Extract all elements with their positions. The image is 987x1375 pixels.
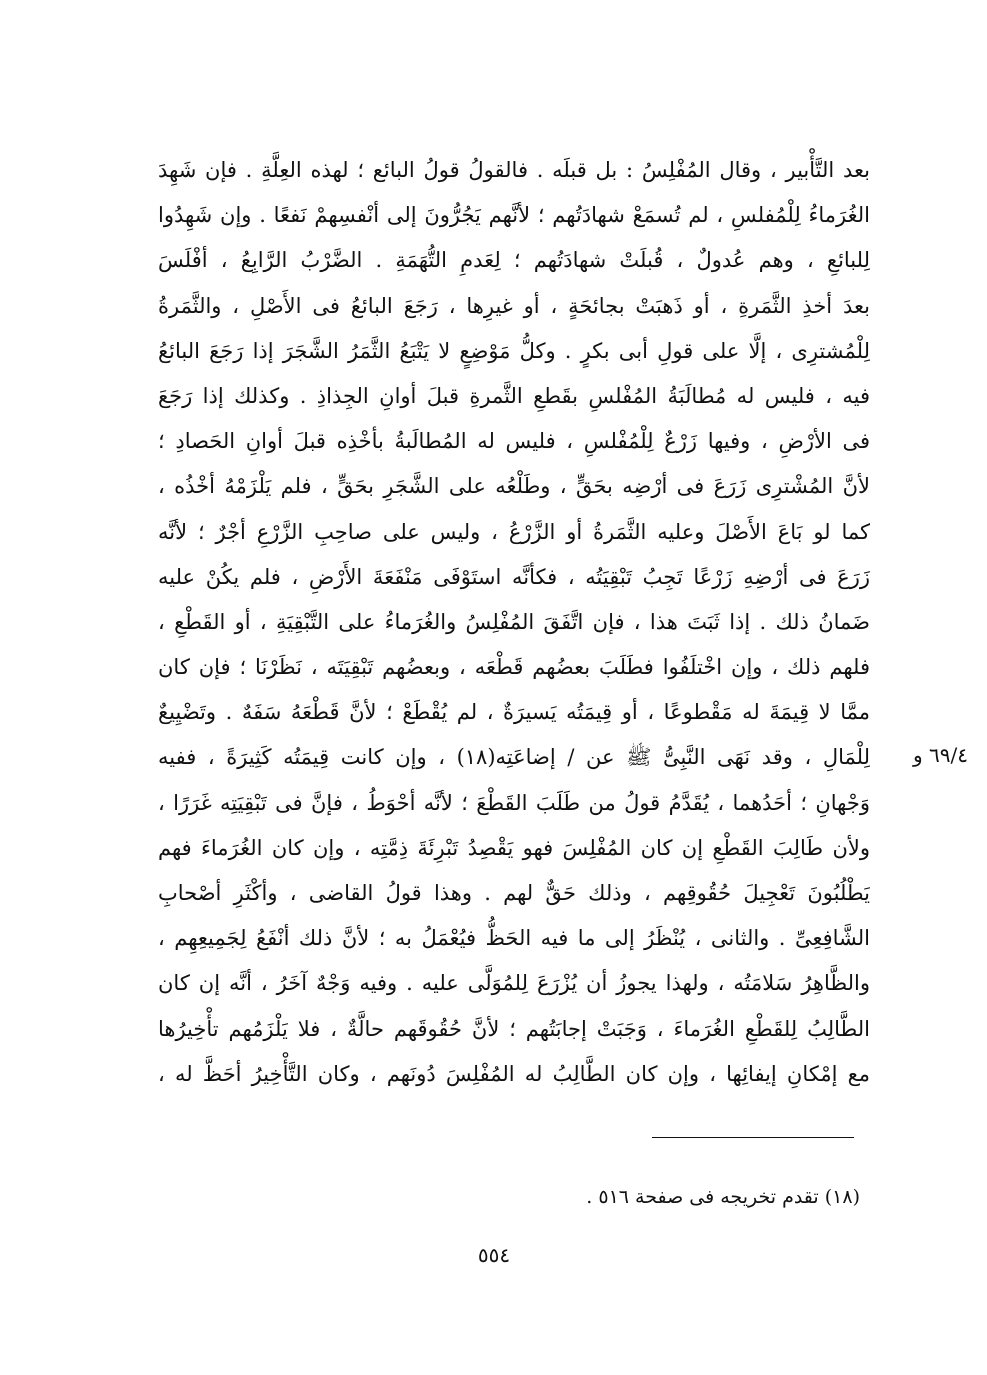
text-line: فلهم ذلك ، وإن اخْتلَفُوا فطَلَبَ بعضُهم قَطْعَه ، وبعضُهم تَبْقِيَتَه ، نَظَرْنَا ؛ فإن كان [158, 655, 870, 680]
text-line: لأنَّ المُشْترِى زَرَعَ فى أرْضِه بحَقٍّ ، وطَلْعُه على الشَّجَرِ بحَقٍّ ، فلم يَلْزَمْهُ أخْذُه ، [158, 474, 870, 499]
text-line: بعدَ أخذِ الثَّمَرةِ ، أو ذَهبَتْ بجائحَةٍ ، أو غيرِها ، رَجَعَ البائعُ فى الأَصْلِ ، والثَّمَرةُ [158, 293, 870, 318]
text-line: فيه ، فليس له مُطالَبَةُ المُفْلسِ بقَطعِ الثَّمرةِ قبلَ أوانِ الجِذاذِ . وكذلك إذا رَجَعَ [158, 383, 870, 408]
text-line: ضَمانُ ذلك . إذا ثَبَتَ هذا ، فإن اتَّفَقَ المُفْلِسُ والغُرَماءُ على التَّبْقِيَةِ ، أو القَطْعِ ، [158, 609, 870, 634]
margin-folio-note: ٦٩/٤ و [913, 743, 968, 767]
text-line: لِلبائعِ ، وهم عُدولٌ ، قُبلَتْ شهادَتُهم ؛ لِعَدمِ التُّهَمَةِ . الضَّرْبُ الرَّابِعُ ، أفْلَسَ [158, 248, 870, 273]
text-line: الطَّالِبُ لِلقَطْعِ الغُرَماءَ ، وَجَبَتْ إجابَتُهم ؛ لأنَّ حُقُوقَهم حالَّةٌ ، فلا يَلْزَمُهم تأْخِيرُها [158, 1016, 870, 1041]
text-line: كما لو بَاعَ الأَصْلَ وعليه الثَّمَرةُ أو الزَّرْعُ ، وليس على صاحِبِ الزَّرْعِ أجْرٌ ؛ لأنَّه [158, 519, 870, 544]
text-line: لِلْمَالِ ، وقد نَهَى النَّبِىُّ ﷺ عن / إضاعَتِه(١٨) ، وإن كانت قِيمَتُه كَثِيرَةً ، ففيه [158, 745, 870, 770]
page-number: ٥٥٤ [477, 1243, 511, 1267]
footnote-divider [652, 1137, 854, 1138]
text-line: بعد التَّأْبير ، وقال المُفْلِسُ : بل قبلَه . فالقولُ قولُ البائع ؛ لهذه العِلَّةِ . فإن شَهِدَ [158, 158, 870, 182]
text-line: ولأن طَالِبَ القَطْعِ إن كان المُفْلِسَ فهو يَقْصِدُ تَبْرِئَةَ ذِمَّتِه ، وإن كان الغُرَماءَ فهم [158, 835, 870, 860]
text-line: ممَّا لا قِيمَةَ له مَقْطوعًا ، أو قِيمَتُه يَسيرَةٌ ، لم يُقْطَعْ ؛ لأنَّ قَطْعَهُ سَفَهٌ . وتَضْيِيعٌ [158, 700, 870, 725]
text-line: زَرَعَ فى أرْضِهِ زَرْعًا تَجِبُ تَبْقِيَتُه ، فكأنَّه استَوْفَى مَنْفَعَةَ الأَرْضِ ، فلم يكُنْ عليه [158, 564, 870, 589]
text-line: وَجْهانِ ؛ أحَدُهما ، يُقَدَّمُ قولُ من طَلَبَ القَطْعَ ؛ لأنَّه أحْوَطُ ، فإنَّ فى تَبْقِيَتِه غَرَرًا ، [158, 790, 870, 815]
text-line: مع إمْكانِ إيفائِها ، وإن كان الطَّالِبُ له المُفْلِسَ دُونَهم ، وكان التَّأْخِيرُ أحَظَّ له ، [158, 1061, 870, 1086]
text-line: الشَّافِعِىِّ . والثانى ، يُنْظَرُ إلى ما فيه الحَظُّ فيُعْمَلُ به ؛ لأنَّ ذلك أنْفَعُ لِجَمِيعِهِم ، [158, 926, 870, 951]
text-line: لِلْمُشترِى ، إلَّا على قولِ أبى بكرٍ . وكلُّ مَوْضِعٍ لا يَتْبَعُ الثَّمَرُ الشَّجَرَ إذا رَجَعَ البائعُ [158, 338, 870, 363]
text-line: فى الأرْضِ ، وفيها زَرْعٌ لِلْمُفْلسِ ، فليس له المُطالَبةُ بأخْذِه قبلَ أوانِ الحَصادِ ؛ [158, 429, 870, 454]
body-text [158, 148, 870, 1097]
text-line: يَطْلُبُونَ تَعْجِيلَ حُقُوقِهم ، وذلك حَقٌّ لهم . وهذا قولُ القاضى ، وأكْثَرِ أصْحابِ [158, 881, 870, 905]
footnote: (١٨) تقدم تخريجه فى صفحة ٥١٦ . [586, 1186, 860, 1208]
text-line: الغُرَماءُ لِلْمُفلسِ ، لم تُسمَعْ شهادَتُهم ؛ لأنَّهم يَجُرُّونَ إلى أنْفسِهمْ نَفعًا . وإن شَهِدُوا [158, 203, 870, 228]
text-line: والظَّاهِرُ سَلامَتُه ، ولهذا يجوزُ أن يُزْرَعَ لِلمُوَلَّى عليه . وفيه وَجْهٌ آخَرُ ، أنَّه إن كان [158, 971, 870, 996]
